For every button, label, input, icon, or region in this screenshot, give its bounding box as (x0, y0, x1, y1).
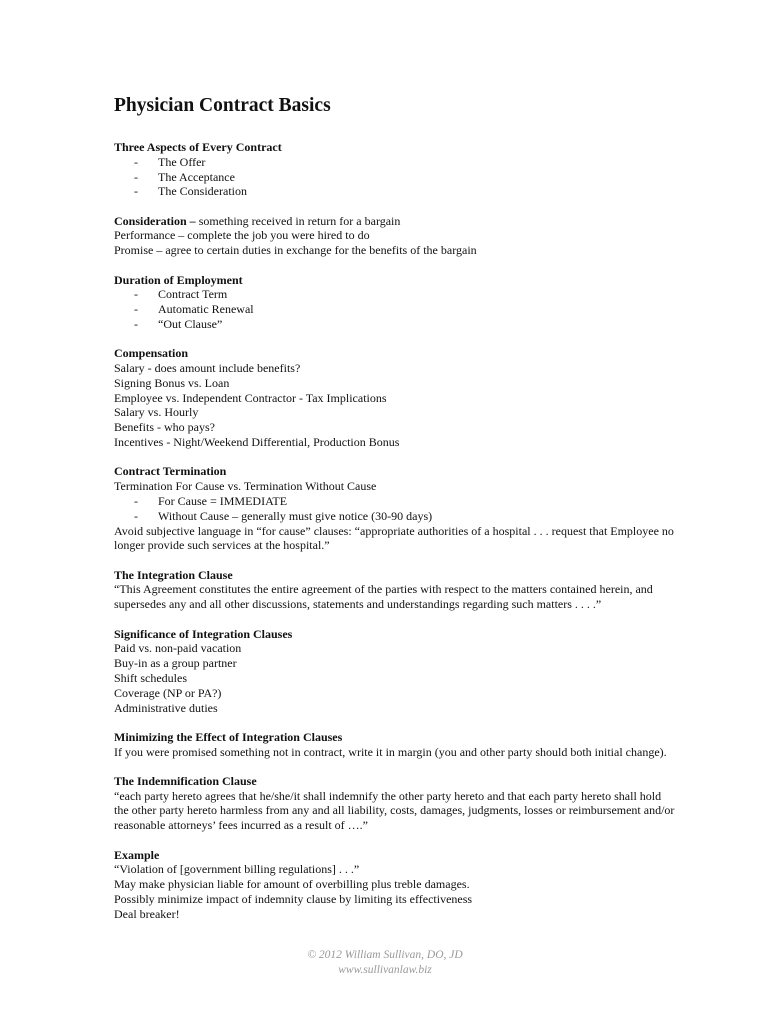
text-line: Salary vs. Hourly (114, 405, 199, 420)
section-consideration (114, 214, 714, 258)
section-indemnification (114, 774, 714, 833)
section-integration-significance (114, 627, 714, 716)
section-heading: Contract Termination (114, 464, 227, 479)
list-item: - Without Cause – generally must give notice (30-90 days) (114, 509, 714, 524)
list-item: - “Out Clause” (114, 317, 714, 332)
bullet-list (114, 287, 714, 331)
section-three-aspects (114, 140, 714, 199)
section-heading-line (114, 214, 714, 229)
list-item: - The Acceptance (114, 170, 714, 185)
text-line: Promise – agree to certain duties in exchange for the benefits of the bargain (114, 243, 477, 258)
section-heading: Example (114, 847, 160, 862)
section-compensation (114, 346, 714, 450)
section-heading: Consideration – (114, 213, 196, 228)
text-line: Incentives - Night/Weekend Differential, Production Bonus (114, 435, 400, 450)
section-duration (114, 273, 714, 332)
text-line: Shift schedules (114, 670, 187, 685)
text-line: Employee vs. Independent Contractor - Tax Implications (114, 390, 387, 405)
heading-definition: something received in return for a bargain (195, 213, 401, 228)
document-page (114, 94, 714, 936)
list-item: - Contract Term (114, 287, 714, 302)
text-line: Administrative duties (114, 700, 218, 715)
text-line: Salary - does amount include benefits? (114, 361, 301, 376)
text-line: Coverage (NP or PA?) (114, 685, 222, 700)
list-item: - The Offer (114, 155, 714, 170)
website-url: www.sullivanlaw.biz (338, 964, 432, 976)
text-line: If you were promised something not in contract, write it in margin (you and other party should both initial change). (114, 744, 667, 759)
section-heading: The Indemnification Clause (114, 773, 257, 788)
list-item: - The Consideration (114, 184, 714, 199)
text-line: the other party hereto harmless from any and all liability, costs, damages, judgments, losses or reimbursement and/or (114, 803, 675, 818)
text-line: supersedes any and all other discussions, statements and understandings regarding such matters . . . .” (114, 597, 602, 612)
text-line: “each party hereto agrees that he/she/it shall indemnify the other party hereto and that each party hereto shall hold (114, 788, 662, 803)
text-line: Paid vs. non-paid vacation (114, 641, 242, 656)
section-heading: Compensation (114, 346, 189, 361)
list-item: - Automatic Renewal (114, 302, 714, 317)
section-integration-clause (114, 568, 714, 612)
text-line: reasonable attorneys’ fees incurred as a result of ….” (114, 818, 368, 833)
text-line: Benefits - who pays? (114, 420, 215, 435)
section-minimizing-integration (114, 730, 714, 760)
bullet-list (114, 494, 714, 524)
text-line: Buy-in as a group partner (114, 656, 237, 671)
text-line: Performance – complete the job you were hired to do (114, 228, 370, 243)
text-line: May make physician liable for amount of overbilling plus treble damages. (114, 877, 470, 892)
text-line: Signing Bonus vs. Loan (114, 375, 230, 390)
section-heading: Three Aspects of Every Contract (114, 140, 282, 154)
copyright-notice: © 2012 William Sullivan, DO, JD (307, 949, 463, 961)
text-line: “This Agreement constitutes the entire agreement of the parties with respect to the matters contained herein, and (114, 582, 653, 597)
text-line: Avoid subjective language in “for cause” clauses: “appropriate authorities of a hospital . . . request that Employee no (114, 523, 674, 538)
text-line: Deal breaker! (114, 906, 180, 921)
page-footer (0, 948, 770, 978)
section-example (114, 848, 714, 922)
section-heading: The Integration Clause (114, 567, 233, 582)
section-heading: Duration of Employment (114, 272, 243, 287)
text-line: longer provide such services at the hospital.” (114, 538, 330, 553)
list-item: - For Cause = IMMEDIATE (114, 494, 714, 509)
text-line: “Violation of [government billing regulations] . . .” (114, 862, 360, 877)
text-line: Possibly minimize impact of indemnity clause by limiting its effectiveness (114, 891, 473, 906)
section-heading: Minimizing the Effect of Integration Clauses (114, 729, 343, 744)
section-termination (114, 464, 714, 553)
page-title: Physician Contract Basics (114, 95, 331, 116)
text-line: Termination For Cause vs. Termination Without Cause (114, 479, 377, 494)
bullet-list (114, 155, 714, 199)
section-heading: Significance of Integration Clauses (114, 626, 293, 641)
